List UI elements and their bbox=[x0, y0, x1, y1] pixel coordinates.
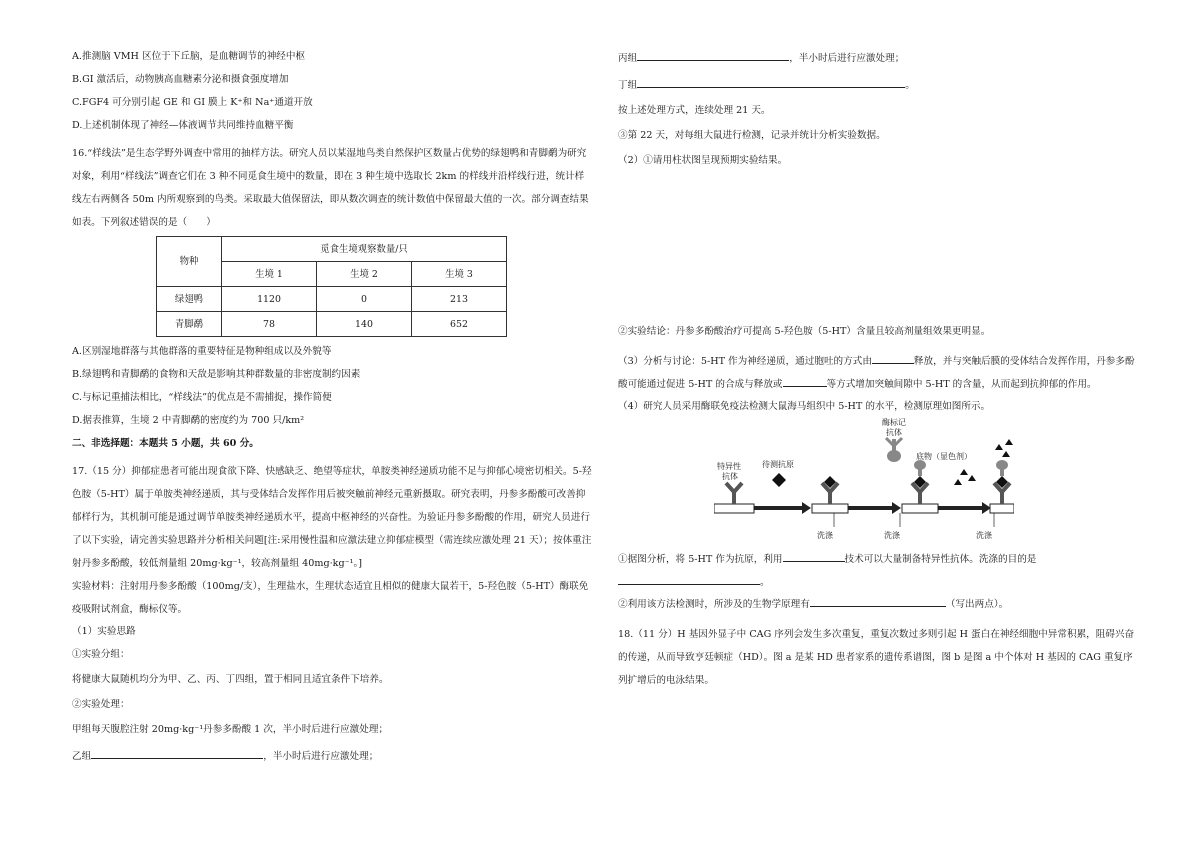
enzyme-antibody-icon bbox=[886, 438, 902, 462]
table-cell: 0 bbox=[317, 287, 412, 312]
plate-well-4 bbox=[990, 504, 1014, 513]
answer-blank[interactable] bbox=[637, 50, 789, 61]
arrow-shaft-1 bbox=[754, 506, 802, 510]
option-b: B.GI 激活后，动物胰高血糖素分泌和摄食强度增加 bbox=[72, 74, 289, 85]
arrow-shaft-3 bbox=[938, 506, 982, 510]
plate-well-3 bbox=[902, 504, 938, 513]
table-cell: 140 bbox=[317, 312, 412, 337]
q16-option-c: C.与标记重捕法相比，“样线法”的优点是不需捕捉，操作简便 bbox=[72, 392, 332, 403]
antigen-icon bbox=[772, 473, 786, 487]
part-3 bbox=[618, 350, 1140, 396]
step-2: ①实验分组： bbox=[72, 649, 130, 660]
table-cell-species: 青脚鹬 bbox=[157, 312, 222, 337]
step-6 bbox=[72, 748, 592, 763]
answer-blank[interactable] bbox=[637, 77, 905, 88]
q16-option-a: A.区别湿地群落与其他群落的重要特征是物种组成以及外貌等 bbox=[72, 346, 332, 357]
substrate-label: 底物（显色剂） bbox=[916, 452, 972, 461]
part-2-1: （2）①请用柱状图呈现预期实验结果。 bbox=[618, 155, 788, 166]
arrow-shaft-2 bbox=[848, 506, 892, 510]
left-column bbox=[72, 50, 592, 775]
substrate-icon bbox=[968, 475, 976, 481]
part-4-1-text-c: 。 bbox=[760, 577, 770, 588]
step-3: 将健康大鼠随机均分为甲、乙、丙、丁四组，置于相同且适宜条件下培养。 bbox=[72, 674, 389, 685]
step-1: （1）实验思路 bbox=[72, 626, 136, 637]
table-cell-species: 绿翅鸭 bbox=[157, 287, 222, 312]
answer-blank[interactable] bbox=[91, 748, 263, 759]
table-cell: 652 bbox=[412, 312, 507, 337]
question-18: 18.（11 分）H 基因外显子中 CAG 序列会发生多次重复，重复次数过多则引起 H 蛋白在神经细胞中异常积累，阻碍兴奋的传递，从而导致亨廷顿症（HD）。图 a 是某 HD 患者家系的遗传系谱图，图 b 是图 a 中个体对 H 基因的 CAG 重复序列扩增后的电泳结果。 bbox=[618, 629, 1135, 686]
q16-option-b: B.绿翅鸭和青脚鹬的食物和天敌是影响其种群数量的非密度制约因素 bbox=[72, 369, 361, 380]
question-16: 16.“样线法”是生态学野外调查中常用的抽样方法。研究人员以某湿地鸟类自然保护区数量占优势的绿翅鸭和青脚鹬为研究对象，利用“样线法”调查它们在 3 种不同觅食生境中的数量，即在 3 种生境中选取长 2km 的样线并沿样线行进，统计样线左右两侧各 50m 内所观察到的鸟类。采取最大值保留法，即从数次调查的统计数值中保留最大值的一次。部分调查结果如表。下列叙述错误的是（ ） bbox=[72, 148, 589, 228]
part-4: （4）研究人员采用酶联免疫法检测大鼠海马组织中 5-HT 的水平，检测原理如图所示。 bbox=[618, 401, 991, 412]
option-c: C.FGF4 可分别引起 GE 和 GI 膜上 K⁺和 Na⁺通道开放 bbox=[72, 97, 313, 108]
part-3-text-c: 等方式增加突触间隙中 5-HT 的含量，从而起到抗抑郁的作用。 bbox=[826, 379, 1097, 390]
group-d-text: 。 bbox=[905, 80, 915, 91]
table-cell: 1120 bbox=[222, 287, 317, 312]
answer-blank[interactable] bbox=[783, 376, 827, 387]
table-row bbox=[157, 312, 507, 337]
substrate-icon bbox=[960, 469, 968, 475]
group-b-text: ，半小时后进行应激处理； bbox=[263, 751, 379, 762]
table-header-habitat-3: 生境 3 bbox=[412, 262, 507, 287]
right-column bbox=[618, 50, 1140, 704]
question-17: 17.（15 分）抑郁症患者可能出现食欲下降、快感缺乏、绝望等症状，单胺类神经递质功能不足与抑郁心境密切相关。5-羟色胺（5-HT）属于单胺类神经递质，其与受体结合发挥作用后被突触前神经元重新摄取。研究表明，丹参多酚酸可改善抑郁样行为，其机制可能是通过调节单胺类神经递质水平，提高中枢神经的兴奋性。为验证丹参多酚酸的作用，研究人员进行了以下实验，请完善实验思路并分析相关问题[注:采用慢性温和应激法建立抑郁症模型（需连续应激处理 21 天）；按体重注射丹参多酚酸，较低剂量组 20mg·kg⁻¹，较高剂量组 40mg·kg⁻¹。] bbox=[72, 466, 592, 569]
step-5: 甲组每天腹腔注射 20mg·kg⁻¹丹参多酚酸 1 次，半小时后进行应激处理； bbox=[72, 724, 389, 735]
part-4-1 bbox=[618, 548, 1140, 594]
answer-blank[interactable] bbox=[783, 551, 845, 562]
antibody-label-1: 特异性 bbox=[717, 462, 741, 471]
table-cell: 213 bbox=[412, 287, 507, 312]
materials: 实验材料：注射用丹参多酚酸（100mg/支），生理盐水，生理状态适宜且相似的健康大鼠若干，5-羟色胺（5-HT）酶联免疫吸附试剂盒，酶标仪等。 bbox=[72, 581, 589, 615]
wash-label-2: 洗涤 bbox=[884, 531, 900, 540]
plate-well-1 bbox=[714, 504, 754, 513]
sandwich-icon-4 bbox=[994, 439, 1013, 504]
specific-antibody-icon bbox=[726, 483, 742, 504]
day-22: ③第 22 天，对每组大鼠进行检测，记录并统计分析实验数据。 bbox=[618, 130, 886, 141]
table-header-habitat-1: 生境 1 bbox=[222, 262, 317, 287]
section-heading: 二、非选择题：本题共 5 小题，共 60 分。 bbox=[72, 438, 259, 449]
part-2-2: ②实验结论：丹参多酚酸治疗可提高 5-羟色胺（5-HT）含量且较高剂量组效果更明显。 bbox=[618, 326, 991, 337]
bar-chart-answer-area[interactable] bbox=[618, 179, 1140, 325]
part-4-1-text-b: 技术可以大量制备特异性抗体。洗涤的目的是 bbox=[844, 554, 1037, 565]
table-header-group: 觅食生境观察数量/只 bbox=[222, 237, 507, 262]
answer-blank[interactable] bbox=[810, 596, 946, 607]
option-a: A.推测脑 VMH 区位于下丘脑，是血糖调节的神经中枢 bbox=[72, 51, 306, 62]
option-d: D.上述机制体现了神经—体液调节共同维持血糖平衡 bbox=[72, 120, 294, 131]
table-cell: 78 bbox=[222, 312, 317, 337]
enzyme-label-2: 抗体 bbox=[886, 428, 902, 437]
arrow-head-2 bbox=[892, 502, 901, 514]
table-row bbox=[157, 287, 507, 312]
group-d-line bbox=[618, 77, 1140, 92]
part-3-text-b: 释放，并与突触后膜的受体结合发挥作用，丹参多酚酸可能通过促进 5-HT 的合成与释放或 bbox=[618, 356, 1135, 390]
answer-blank[interactable] bbox=[618, 574, 760, 585]
enzyme-label-1: 酶标记 bbox=[882, 418, 906, 427]
wash-label-3: 洗涤 bbox=[976, 531, 992, 540]
group-d-label: 丁组 bbox=[618, 80, 638, 91]
q16-option-d: D.据表推算，生境 2 中青脚鹬的密度约为 700 只/km² bbox=[72, 415, 305, 426]
part-3-text-a: （3）分析与讨论：5-HT 作为神经递质，通过胞吐的方式由 bbox=[618, 356, 872, 367]
group-b-label: 乙组 bbox=[72, 751, 92, 762]
continuous-treatment: 按上述处理方式，连续处理 21 天。 bbox=[618, 105, 771, 116]
plate-well-2 bbox=[812, 504, 848, 513]
part-4-2-text-b: （写出两点）。 bbox=[945, 599, 1009, 610]
antibody-label-2: 抗体 bbox=[722, 472, 738, 481]
table-header-habitat-2: 生境 2 bbox=[317, 262, 412, 287]
elisa-diagram bbox=[714, 417, 1014, 542]
table-header-species: 物种 bbox=[157, 237, 222, 287]
part-4-1-text-a: ①据图分析，将 5-HT 作为抗原，利用 bbox=[618, 554, 783, 565]
group-c-text: ，半小时后进行应激处理； bbox=[789, 53, 905, 64]
survey-table bbox=[156, 236, 507, 337]
antibody-antigen-icon bbox=[822, 476, 838, 504]
arrow-head-1 bbox=[802, 502, 811, 514]
part-4-2 bbox=[618, 596, 1140, 611]
step-4: ②实验处理： bbox=[72, 699, 130, 710]
group-c-label: 丙组 bbox=[618, 53, 638, 64]
sandwich-icon-3 bbox=[912, 460, 928, 504]
substrate-icon bbox=[954, 479, 962, 485]
antigen-label: 待测抗原 bbox=[762, 460, 794, 469]
group-c-line bbox=[618, 50, 1140, 65]
wash-label-1: 洗涤 bbox=[817, 531, 833, 540]
answer-blank[interactable] bbox=[872, 353, 914, 364]
part-4-2-text-a: ②利用该方法检测时，所涉及的生物学原理有 bbox=[618, 599, 810, 610]
